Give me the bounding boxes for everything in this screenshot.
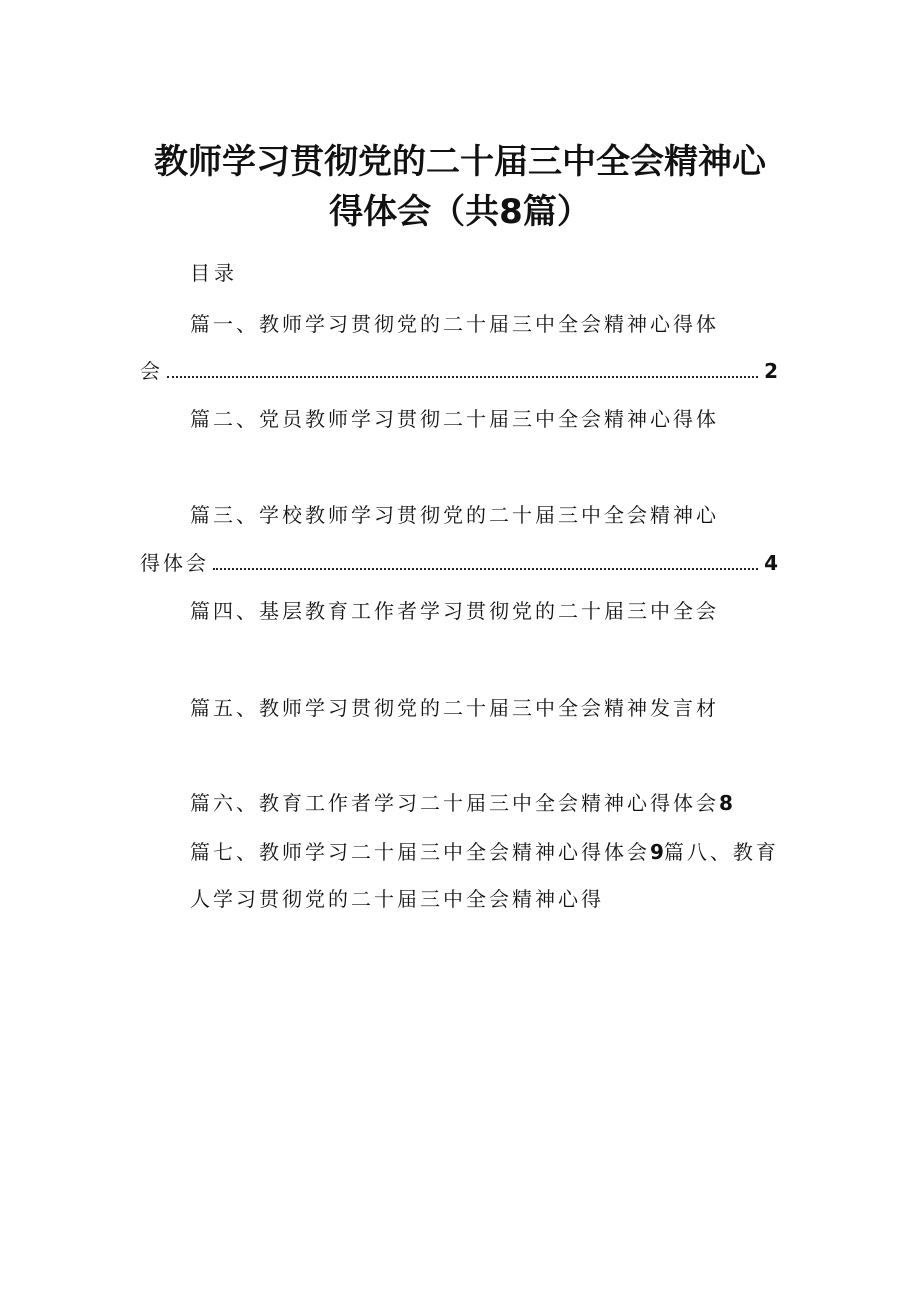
document-title-line-2: 得体会（共8篇）	[329, 192, 591, 232]
toc-entry-7-text: 篇七、教师学习二十届三中全会精神心得体会	[190, 840, 650, 864]
dot-leader	[167, 376, 758, 378]
toc-entry-5[interactable]: 篇五、教师学习贯彻党的二十届三中全会精神发言材	[190, 696, 719, 720]
toc-entry-7-page: 9	[650, 840, 664, 864]
toc-entry-8-start: 篇八、教育	[663, 840, 779, 864]
dot-leader	[213, 568, 758, 570]
toc-entry-1[interactable]: 篇一、教师学习贯彻党的二十届三中全会精神心得体	[190, 312, 719, 336]
toc-entry-3-leader[interactable]	[140, 548, 778, 578]
toc-entry-3-continuation: 得体会	[140, 551, 209, 575]
toc-entry-8-continuation[interactable]: 人学习贯彻党的二十届三中全会精神心得	[190, 887, 604, 911]
toc-entry-1-leader[interactable]	[140, 356, 778, 386]
document-title-line-1: 教师学习贯彻党的二十届三中全会精神心	[154, 142, 766, 182]
toc-entry-6-text: 篇六、教育工作者学习二十届三中全会精神心得体会	[190, 791, 719, 815]
toc-heading: 目录	[190, 261, 238, 285]
toc-entry-4[interactable]: 篇四、基层教育工作者学习贯彻党的二十届三中全会	[190, 599, 719, 623]
toc-entry-7[interactable]	[190, 837, 779, 867]
toc-entry-6[interactable]	[190, 788, 733, 818]
toc-entry-3-page: 4	[764, 551, 778, 575]
toc-entry-1-page: 2	[764, 359, 778, 383]
toc-entry-2[interactable]: 篇二、党员教师学习贯彻二十届三中全会精神心得体	[190, 407, 719, 431]
toc-entry-6-page: 8	[719, 791, 733, 815]
toc-entry-1-continuation: 会	[140, 359, 163, 383]
toc-entry-3[interactable]: 篇三、学校教师学习贯彻党的二十届三中全会精神心	[190, 503, 719, 527]
